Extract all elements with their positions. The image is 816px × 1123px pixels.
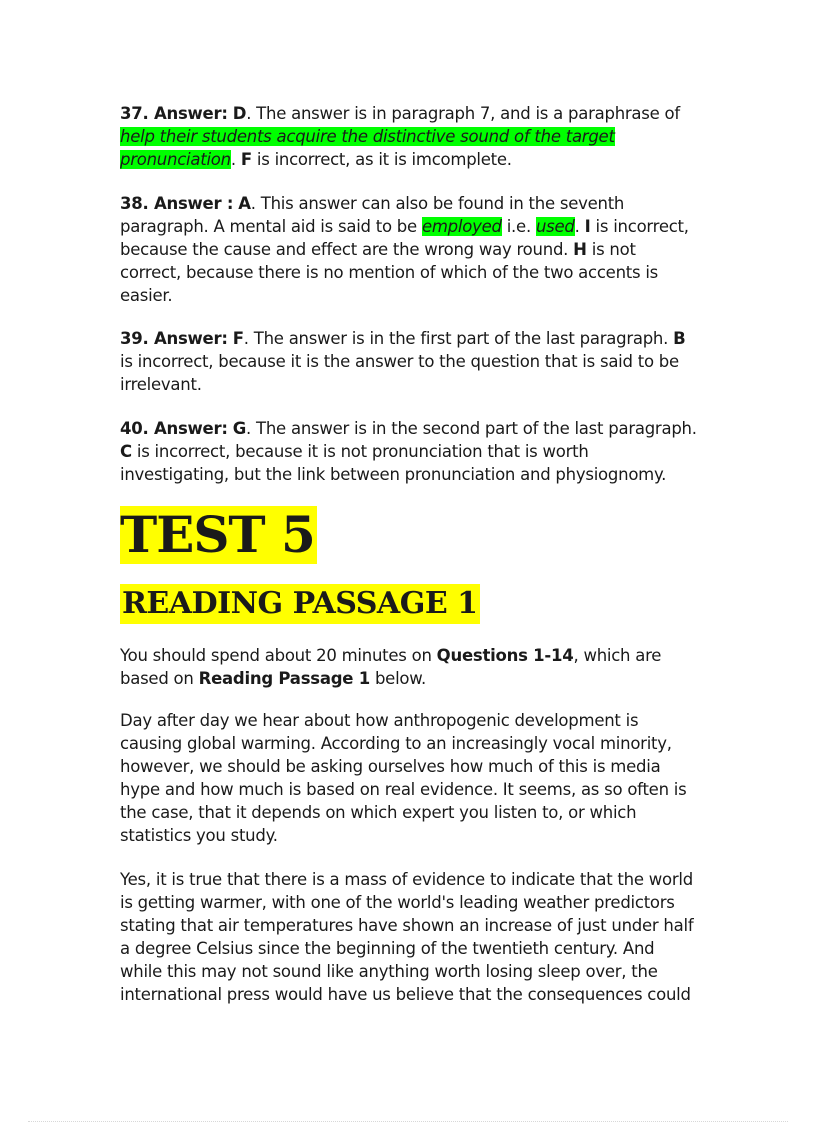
highlighted-word: employed xyxy=(421,217,502,236)
passage-paragraph: Day after day we hear about how anthropogenic development is causing global warming. According to an increasingly vocal minority, however, we should be asking ourselves how much of this is media hype and how much is based on real evidence. It seems, as so often is the case, that it depends on which expert you listen to, or which statistics you study. xyxy=(120,711,687,845)
answer-letter: I xyxy=(584,217,591,236)
answer-letter: C xyxy=(120,442,132,461)
answer-label: 37. Answer: xyxy=(120,104,228,123)
page-divider xyxy=(28,1121,788,1122)
highlighted-phrase: help their students acquire the distinctive sound of the target pronunciation xyxy=(120,127,615,169)
answer-letter: G xyxy=(232,419,247,438)
answer-40: 40. Answer: G. The answer is in the second part of the last paragraph. C is incorrect, because it is not pronunciation that is worth investigating, but the link between pronunciation and physiognomy. xyxy=(120,419,697,484)
passage-paragraph: Yes, it is true that there is a mass of evidence to indicate that the world is getting warmer, with one of the world's leading weather predictors stating that air temperatures have shown an increase of just under half a degree Celsius since the beginning of the twentieth century. And while this may not sound like anything worth losing sleep over, the international press would have us believe that the consequences could xyxy=(120,870,694,1004)
questions-range: Questions 1-14 xyxy=(436,646,574,665)
instructions: You should spend about 20 minutes on Questions 1-14, which are based on Reading Passage 1 below. xyxy=(120,646,662,688)
answer-letter: A xyxy=(238,194,251,213)
answer-label: 38. Answer : xyxy=(120,194,234,213)
answer-38: 38. Answer : A. This answer can also be found in the seventh paragraph. A mental aid is said to be employed i.e. used. I is incorrect, because the cause and effect are the wrong way round. H is not correct, because there is no mention of which of the two accents is easier. xyxy=(120,194,689,305)
section-title: READING PASSAGE 1 xyxy=(120,584,480,624)
answer-37: 37. Answer: D. The answer is in paragraph 7, and is a paraphrase of help their students acquire the distinctive sound of the target pronunciation. F is incorrect, as it is imcomplete. xyxy=(120,104,680,169)
passage-reference: Reading Passage 1 xyxy=(198,669,370,688)
answer-letter: H xyxy=(573,240,587,259)
answer-letter: D xyxy=(232,104,247,123)
answer-label: 40. Answer: xyxy=(120,419,228,438)
answer-label: 39. Answer: xyxy=(120,329,228,348)
test-title: TEST 5 xyxy=(120,505,315,564)
answer-39: 39. Answer: F. The answer is in the first part of the last paragraph. B is incorrect, because it is the answer to the question that is said to be irrelevant. xyxy=(120,329,686,394)
highlighted-word: used xyxy=(535,217,575,236)
answer-letter: F xyxy=(240,150,252,169)
answer-letter: B xyxy=(673,329,686,348)
answer-letter: F xyxy=(232,329,244,348)
